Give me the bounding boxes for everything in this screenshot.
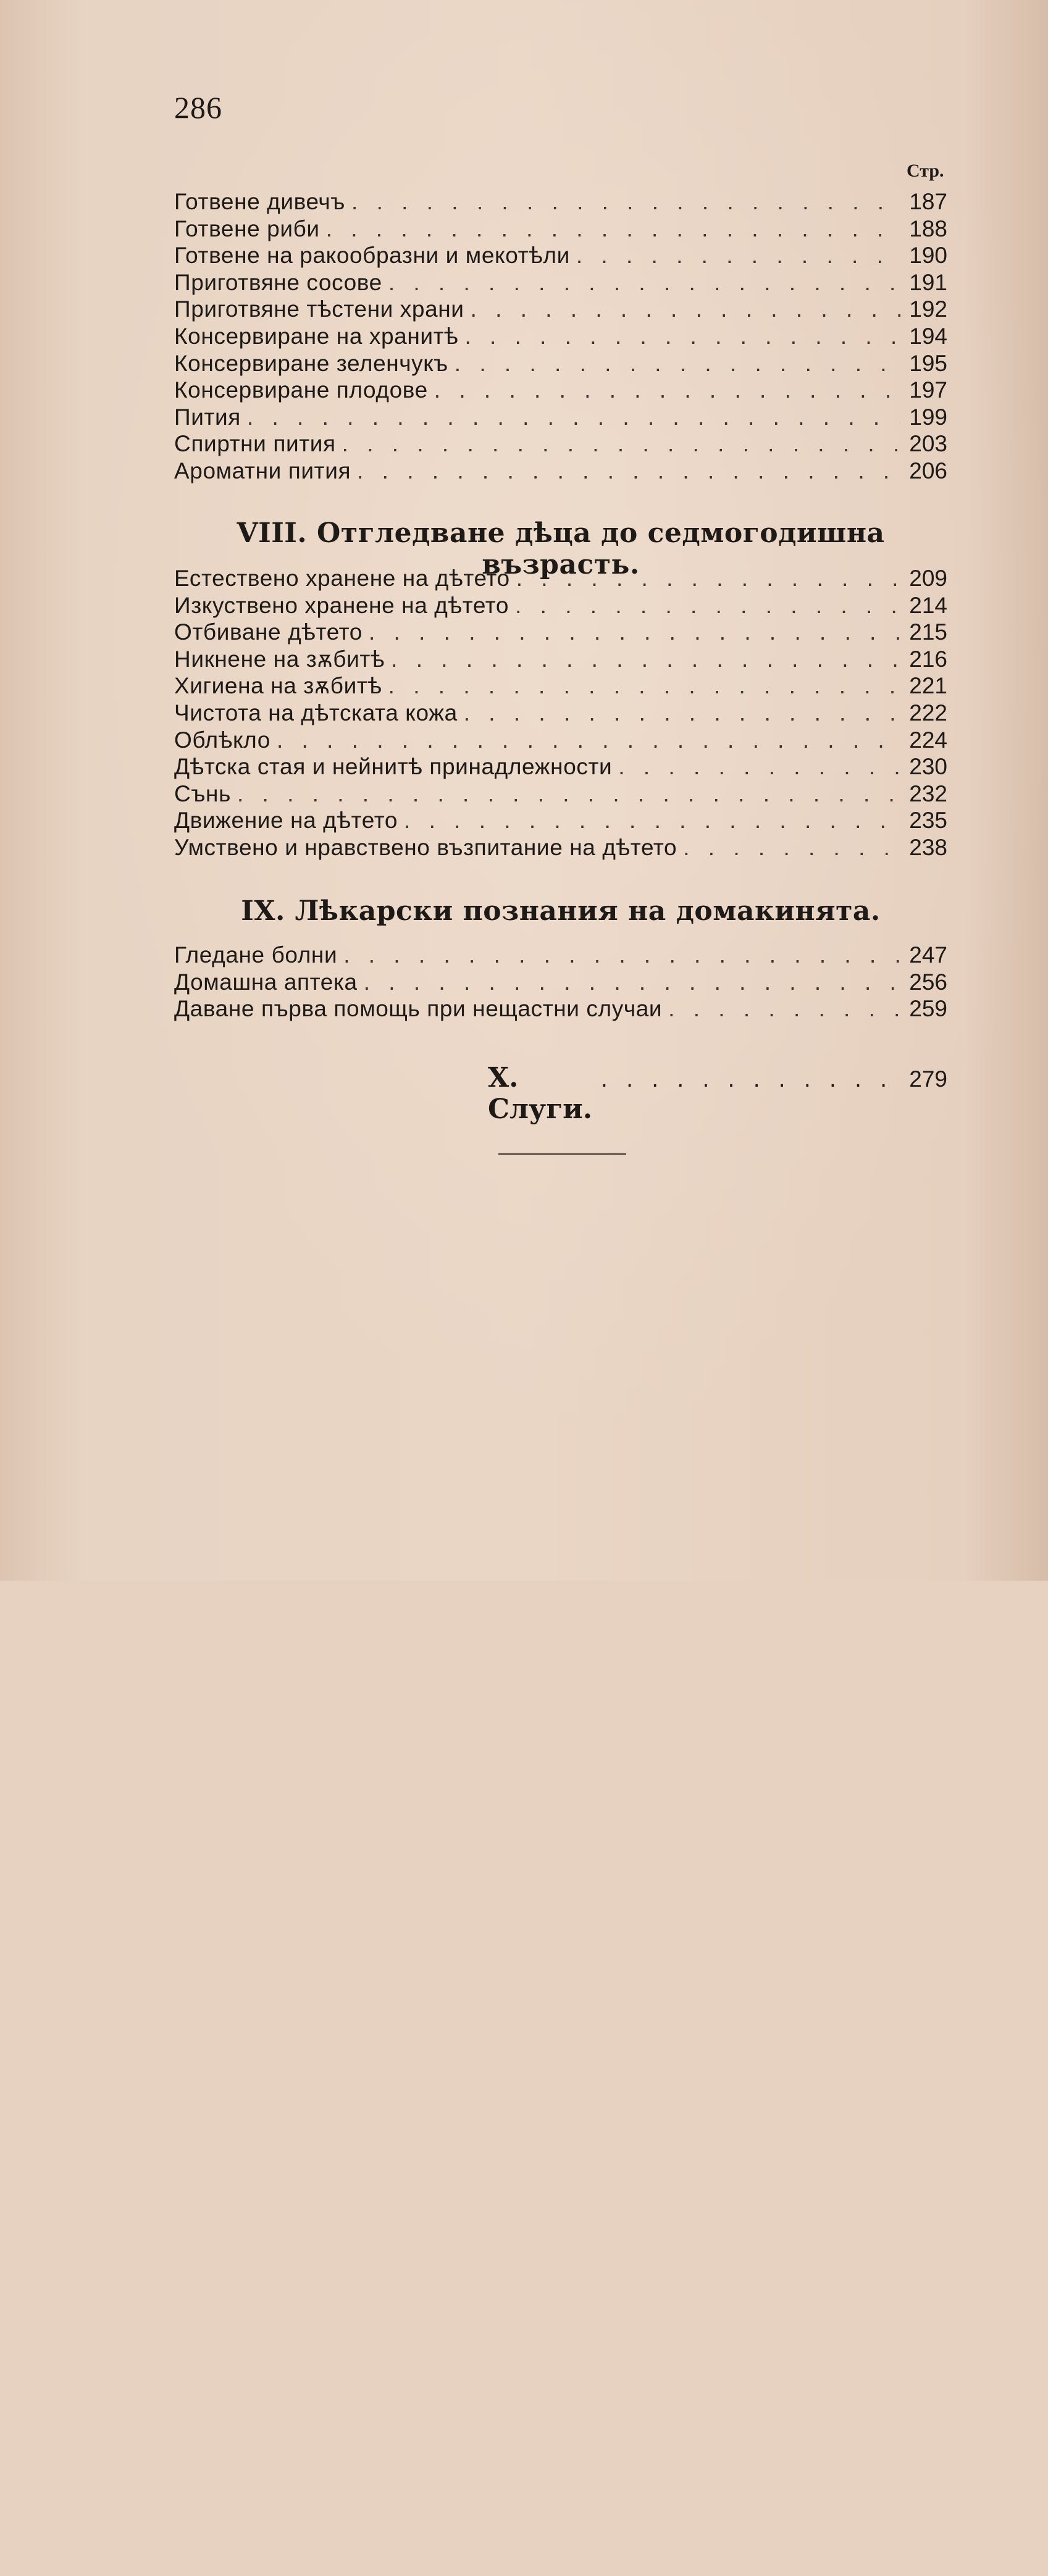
toc-entry[interactable] [174, 592, 947, 619]
toc-entry-page: 247 [909, 942, 947, 968]
toc-entry[interactable] [174, 404, 947, 431]
toc-entry-page: 224 [909, 727, 947, 753]
toc-entry[interactable] [174, 242, 947, 269]
toc-entry-title: Умствено и нравствено възпитание на дѣтето [174, 834, 677, 860]
toc-entry-page: 191 [909, 269, 947, 295]
dot-leader [343, 942, 900, 969]
toc-entry[interactable] [174, 834, 947, 861]
dot-leader [277, 727, 900, 754]
toc-entry[interactable] [174, 672, 947, 700]
dot-leader [515, 592, 900, 619]
dot-leader [683, 834, 900, 861]
toc-entry[interactable] [174, 753, 947, 780]
toc-entry-title: Никнене на зѫбитѣ [174, 646, 385, 672]
toc-entry-page: 188 [909, 215, 947, 241]
toc-group-children [174, 565, 947, 861]
dot-leader [668, 995, 900, 1022]
toc-entry[interactable] [174, 188, 947, 215]
toc-entry-title: Движение на дѣтето [174, 808, 398, 834]
toc-entry-title: Сънь [174, 780, 231, 806]
dot-leader [388, 672, 900, 700]
toc-entry[interactable] [174, 780, 947, 808]
toc-entry-title: Отбиване дѣтето [174, 619, 363, 645]
toc-entry-page: 222 [909, 700, 947, 726]
toc-entry[interactable] [174, 215, 947, 243]
dot-leader [364, 969, 900, 996]
toc-entry[interactable] [174, 727, 947, 754]
toc-entry-page: 279 [909, 1066, 947, 1092]
toc-entry-page: 206 [909, 458, 947, 483]
toc-entry[interactable] [174, 700, 947, 727]
toc-entry-page: 232 [909, 780, 947, 806]
dot-leader [516, 565, 900, 592]
section-heading-x: X. Слуги. [488, 1062, 593, 1125]
toc-group-cooking [174, 188, 947, 485]
page-column-header: Стр. [907, 161, 944, 181]
toc-entry[interactable] [174, 942, 947, 969]
toc-entry[interactable] [174, 807, 947, 834]
toc-entry-page: 256 [909, 969, 947, 995]
toc-entry-page: 230 [909, 754, 947, 780]
toc-entry[interactable] [174, 995, 947, 1022]
toc-entry-title: Изкуствено хранене на дѣтето [174, 592, 509, 618]
toc-entry-title: Консервиране на хранитѣ [174, 323, 459, 349]
toc-entry-title: Ароматни пития [174, 458, 351, 483]
toc-entry-title: Готвене риби [174, 215, 320, 241]
toc-entry-title: Дѣтска стая и нейнитѣ принадлежности [174, 754, 613, 780]
dot-leader [388, 269, 900, 296]
toc-entry[interactable] [174, 377, 947, 404]
toc-entry-title: Даване първа помощь при нещастни случаи [174, 996, 663, 1022]
toc-entry-title: Готвене на ракообразни и мекотѣли [174, 243, 570, 269]
dot-leader [576, 242, 900, 269]
toc-entry[interactable] [174, 565, 947, 592]
toc-entry-title: Облѣкло [174, 727, 270, 753]
toc-entry-page: 216 [909, 646, 947, 672]
toc-entry-page: 197 [909, 377, 947, 403]
toc-entry-page: 203 [909, 431, 947, 457]
closing-rule [498, 1153, 626, 1155]
toc-entry-page: 238 [909, 834, 947, 860]
toc-entry-title: Естествено хранене на дѣтето [174, 566, 510, 591]
toc-entry[interactable] [174, 969, 947, 996]
toc-entry-page: 259 [909, 996, 947, 1022]
dot-leader [326, 215, 900, 243]
toc-entry-page: 214 [909, 592, 947, 618]
toc-entry-page: 187 [909, 189, 947, 214]
toc-entry[interactable] [174, 350, 947, 377]
dot-leader [601, 1066, 903, 1093]
toc-entry[interactable] [174, 458, 947, 485]
dot-leader [247, 404, 900, 431]
toc-entry-page: 221 [909, 673, 947, 699]
section-heading-viii: VIII. Отгледване дѣца до седмогодишна възрасть. [237, 517, 885, 580]
toc-entry-page: 190 [909, 243, 947, 269]
dot-leader [464, 323, 900, 350]
toc-entry-title: Консервиране плодове [174, 377, 428, 403]
dot-leader [391, 646, 900, 673]
toc-group-medical [174, 942, 947, 1022]
toc-entry-page: 235 [909, 808, 947, 834]
toc-entry-title: Гледане болни [174, 942, 338, 968]
toc-entry-title: Консервиране зеленчукъ [174, 350, 448, 376]
toc-entry-section-x[interactable] [488, 1062, 947, 1125]
toc-entry[interactable] [174, 323, 947, 350]
dot-leader [464, 700, 900, 727]
dot-leader [404, 807, 900, 834]
dot-leader [357, 458, 900, 485]
dot-leader [369, 619, 900, 646]
toc-entry-page: 194 [909, 323, 947, 349]
dot-leader [455, 350, 900, 377]
dot-leader [618, 753, 900, 780]
toc-entry-title: Пития [174, 404, 241, 430]
toc-entry-page: 209 [909, 566, 947, 591]
toc-entry-page: 192 [909, 296, 947, 322]
toc-entry-title: Приготвяне сосове [174, 269, 382, 295]
dot-leader [434, 377, 900, 404]
toc-entry[interactable] [174, 430, 947, 458]
dot-leader [342, 430, 900, 458]
dot-leader [471, 296, 900, 323]
toc-entry-title: Чистота на дѣтската кожа [174, 700, 458, 726]
toc-entry-title: Спиртни пития [174, 431, 336, 457]
dot-leader [351, 188, 900, 215]
toc-entry-page: 215 [909, 619, 947, 645]
section-heading-ix: IX. Лѣкарски познания на домакинята. [241, 895, 881, 927]
toc-entry-title: Готвене дивечъ [174, 189, 346, 214]
toc-entry[interactable] [174, 619, 947, 646]
dot-leader [237, 780, 900, 808]
toc-entry-title: Хигиена на зѫбитѣ [174, 673, 382, 699]
toc-entry-page: 195 [909, 350, 947, 376]
toc-entry[interactable] [174, 296, 947, 323]
page-number: 286 [174, 90, 222, 125]
toc-entry-title: Домашна аптека [174, 969, 358, 995]
toc-entry[interactable] [174, 269, 947, 296]
toc-entry[interactable] [174, 646, 947, 673]
toc-entry-title: Приготвяне тѣстени храни [174, 296, 464, 322]
toc-entry-page: 199 [909, 404, 947, 430]
